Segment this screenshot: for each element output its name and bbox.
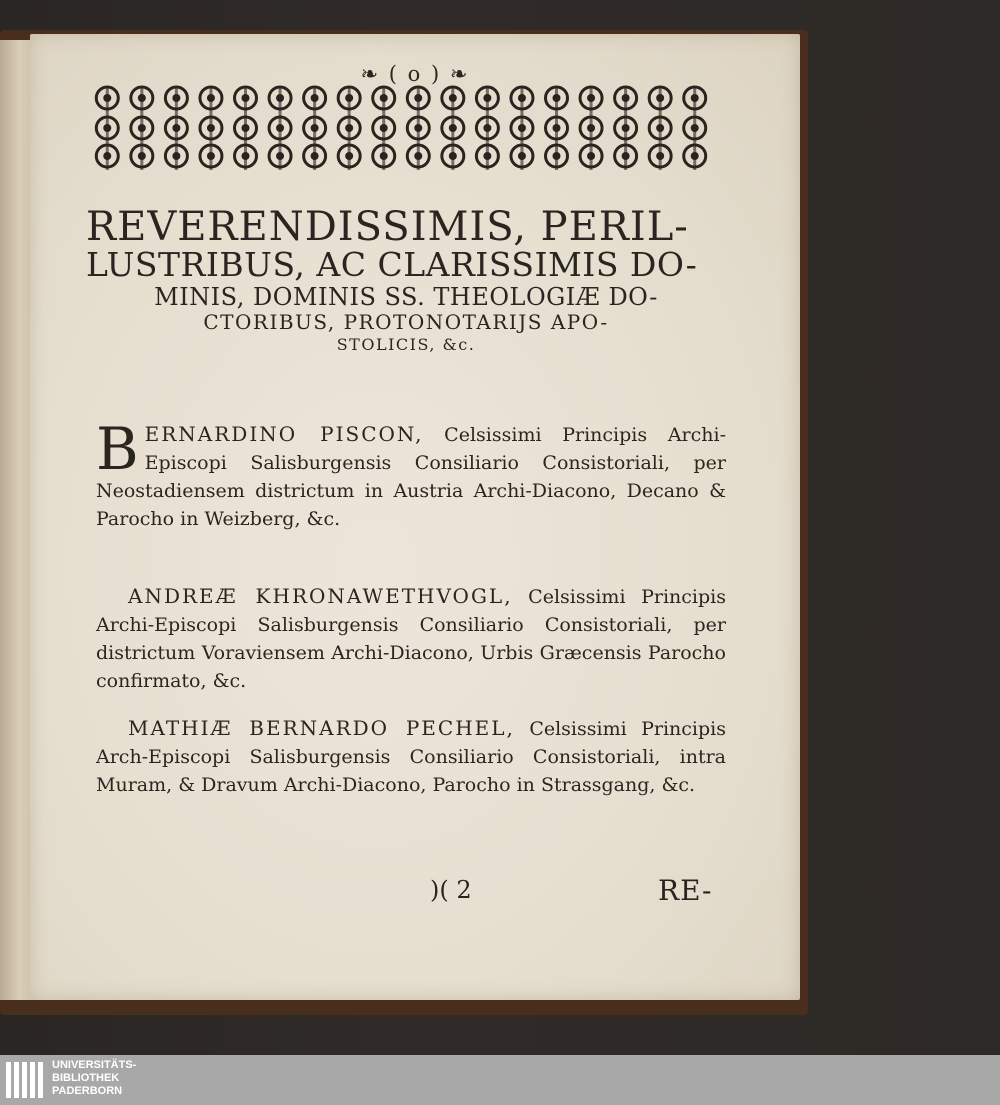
dedicatee-text: Celsissimi Principis Archi-Episcopi Salisburgensis Consiliario Consistoriali, per Neostadiensem districtum in Austria Archi-Diacono, Decano & Parocho in Weizberg, &c. (96, 424, 727, 530)
ornament-flower (96, 86, 118, 170)
ornament-flower (131, 86, 153, 170)
title-line: LUSTRIBUS, AC CLARISSIMIS DO- (86, 245, 698, 284)
dedicatee-text: Celsissimi Principis Archi-Episcopi Salisburgensis Consiliario Consistoriali, per districtum Voraviensem Archi-Diacono, Urbis Græcensis Parocho confirmato, &c. (96, 586, 726, 692)
ornament-flower (338, 86, 360, 170)
library-logo-icon (4, 1058, 46, 1102)
library-name (52, 1059, 136, 1098)
ornament-flower (649, 86, 671, 170)
ornament-band (90, 84, 712, 172)
page-header-mark: ❧ ( o ) ❧ (360, 62, 470, 86)
left-page-edge (0, 40, 33, 1000)
dedicatee-name: ANDREÆ KHRONAWETHVOGL, (128, 584, 513, 608)
ornament-flower (580, 86, 602, 170)
dedicatee-entry (96, 582, 726, 695)
catchword: RE- (658, 874, 713, 907)
ornament-flower (200, 86, 222, 170)
library-name-line: BIBLIOTHEK (52, 1072, 120, 1084)
library-name-line: UNIVERSITÄTS- (52, 1059, 137, 1071)
dedication-title (86, 206, 726, 354)
ornament-flower (235, 86, 257, 170)
book-page (30, 34, 800, 1000)
dedicatee-entry (96, 714, 726, 799)
ornament-flower (684, 86, 706, 170)
ornament-flower (165, 86, 187, 170)
title-line: STOLICIS, &c. (336, 334, 476, 354)
ornament-flower (476, 86, 498, 170)
dedicatee-entry (96, 415, 727, 533)
ornament-flower (511, 86, 533, 170)
drop-cap: B (96, 415, 139, 483)
title-line: MINIS, DOMINIS SS. THEOLOGIÆ DO- (154, 282, 658, 311)
ornament-flower (304, 86, 326, 170)
dedicatee-name: ERNARDINO PISCON, (144, 422, 424, 446)
ornament-flower (269, 86, 291, 170)
title-line: CTORIBUS, PROTONOTARIJS APO- (203, 309, 609, 334)
ornament-flower (407, 86, 429, 170)
dedicatee-text: Celsissimi Principis Arch-Episcopi Salisburgensis Consiliario Consistoriali, intra Muram, & Dravum Archi-Diacono, Parocho in Strassgang, &c. (96, 718, 726, 796)
ornament-flower (615, 86, 637, 170)
dedicatee-name: MATHIÆ BERNARDO PECHEL, (128, 716, 515, 740)
library-footer (0, 1055, 1000, 1105)
ornament-flower (546, 86, 568, 170)
ornament-flower (442, 86, 464, 170)
ornament-flower (373, 86, 395, 170)
signature-mark: )( 2 (430, 876, 472, 904)
title-line: REVERENDISSIMIS, PERIL- (86, 204, 689, 250)
library-name-line: PADERBORN (52, 1085, 123, 1097)
